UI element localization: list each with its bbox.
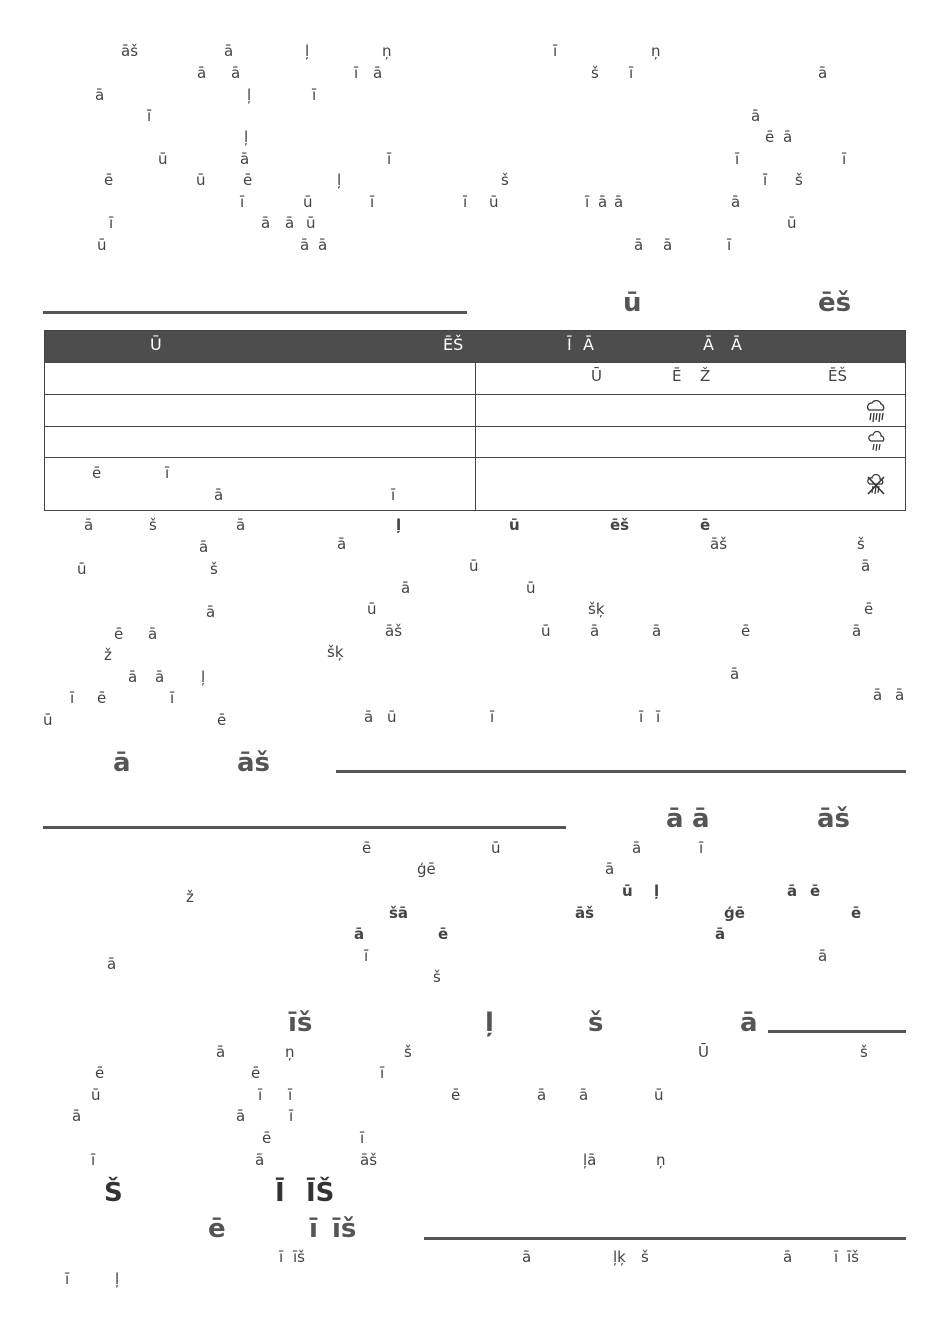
section-heading: ā [113, 748, 131, 778]
glyph: š [795, 171, 803, 189]
glyph: ū [489, 193, 499, 211]
section-heading: āš [817, 804, 851, 834]
glyph: ā [818, 64, 828, 82]
glyph: ū [654, 1086, 664, 1104]
section-heading: ā [692, 804, 710, 834]
glyph: ā [72, 1107, 82, 1125]
heading-rule [768, 1030, 906, 1033]
glyph: ē [243, 171, 253, 189]
glyph: ī [170, 689, 175, 707]
glyph: ļ [115, 1270, 120, 1288]
glyph: ļ [396, 516, 402, 534]
glyph: ļ [305, 42, 310, 60]
glyph: ā [255, 1151, 265, 1169]
glyph: ē [251, 1064, 261, 1082]
glyph: ī [70, 689, 75, 707]
glyph: ā [598, 193, 608, 211]
glyph: ā [652, 622, 662, 640]
glyph: ā [84, 516, 94, 534]
header-glyph: Ā [583, 335, 594, 354]
glyph: ņ [651, 42, 661, 60]
header-glyph: Ā [703, 335, 714, 354]
glyph: ī [727, 236, 732, 254]
cell-glyph: ī [165, 464, 170, 482]
glyph: ū [158, 150, 168, 168]
glyph: āš [710, 535, 728, 553]
glyph: ī [364, 947, 369, 965]
heading-rule [424, 1237, 906, 1240]
cell-glyph: ĒŠ [828, 367, 847, 385]
glyph: ā [818, 947, 828, 965]
glyph: ī [735, 150, 740, 168]
glyph: ā [873, 686, 883, 704]
glyph: ū [509, 516, 520, 534]
glyph: ā [373, 64, 383, 82]
heading-rule [43, 826, 566, 829]
glyph: ņ [382, 42, 392, 60]
section-heading: ĪŠ [306, 1178, 335, 1208]
glyph: ā [579, 1086, 589, 1104]
glyph: ā [783, 1248, 793, 1266]
glyph: ī [585, 193, 590, 211]
cell-glyph: Ū [591, 367, 602, 385]
glyph: ī [288, 1086, 293, 1104]
glyph: ļ [201, 668, 206, 686]
glyph: ē [97, 689, 107, 707]
glyph: ī [240, 193, 245, 211]
glyph: š [857, 535, 865, 553]
header-glyph: ĒŠ [443, 335, 464, 354]
glyph: ī [279, 1248, 284, 1266]
glyph: ū [43, 711, 53, 729]
glyph: š [433, 968, 441, 986]
glyph: ā [787, 882, 798, 900]
header-glyph: Ū [150, 335, 162, 354]
glyph: ī [699, 839, 704, 857]
glyph: š [210, 560, 218, 578]
section-heading: ēš [818, 288, 852, 318]
glyph: ā [128, 668, 138, 686]
glyph: ī [553, 42, 558, 60]
glyph: ī [109, 214, 114, 232]
glyph: ļ [654, 882, 660, 900]
cell-glyph: ē [92, 464, 102, 482]
glyph: ī [463, 193, 468, 211]
glyph: ā [261, 214, 271, 232]
glyph: ā [783, 128, 793, 146]
glyph: ī [65, 1270, 70, 1288]
glyph: ā [614, 193, 624, 211]
glyph: ā [364, 708, 374, 726]
glyph: ī [763, 171, 768, 189]
glyph: ļķ [613, 1248, 626, 1266]
glyph: ž [104, 646, 112, 664]
glyph: ā [895, 686, 905, 704]
glyph: ū [787, 214, 797, 232]
glyph: ē [114, 625, 124, 643]
glyph: ū [97, 236, 107, 254]
glyph: ē [851, 904, 862, 922]
glyph: ī [490, 708, 495, 726]
glyph: ī [842, 150, 847, 168]
section-heading: Š [104, 1178, 123, 1208]
glyph: ē [864, 600, 874, 618]
glyph: ā [224, 42, 234, 60]
glyph: ē [438, 925, 449, 943]
glyph: ā [354, 925, 365, 943]
glyph: ū [491, 839, 501, 857]
glyph: ā [95, 86, 105, 104]
section-heading: ū [623, 288, 642, 318]
glyph: ī [360, 1129, 365, 1147]
glyph: āš [385, 622, 403, 640]
glyph: ē [262, 1129, 272, 1147]
glyph: ā [199, 538, 209, 556]
glyph: ē [217, 711, 227, 729]
glyph: ā [107, 955, 117, 973]
glyph: ā [285, 214, 295, 232]
glyph: īš [847, 1248, 859, 1266]
glyph: š [149, 516, 157, 534]
table-row [45, 394, 905, 426]
glyph: ā [206, 603, 216, 621]
glyph: ū [91, 1086, 101, 1104]
section-heading: ā [740, 1008, 758, 1038]
glyph: ā [663, 236, 673, 254]
section-heading: ī [309, 1214, 318, 1244]
glyph: ū [387, 708, 397, 726]
glyph: ī [380, 1064, 385, 1082]
glyph: ā [632, 839, 642, 857]
glyph: ā [216, 1043, 226, 1061]
section-heading: ā [666, 804, 684, 834]
table-row [45, 426, 905, 457]
glyph: āš [121, 42, 139, 60]
header-glyph: Ā [731, 335, 742, 354]
glyph: š [404, 1043, 412, 1061]
glyph: ā [522, 1248, 532, 1266]
glyph: ī [289, 1107, 294, 1125]
glyph: ā [861, 557, 871, 575]
table-row [45, 457, 905, 511]
glyph: ā [715, 925, 726, 943]
glyph: ē [95, 1064, 105, 1082]
glyph: ī [370, 193, 375, 211]
no-precipitation-icon [865, 474, 887, 496]
glyph: ū [196, 171, 206, 189]
glyph: ā [401, 579, 411, 597]
heading-rule [43, 311, 467, 314]
glyph: šķ [327, 643, 344, 661]
heavy-rain-icon [863, 398, 889, 424]
cell-glyph: ā [214, 486, 224, 504]
glyph: ā [300, 236, 310, 254]
cell-glyph: Ž [700, 367, 711, 385]
glyph: ļā [583, 1151, 597, 1169]
heading-rule [336, 770, 906, 773]
glyph: ā [318, 236, 328, 254]
glyph: ēš [610, 516, 630, 534]
glyph: ī [656, 708, 661, 726]
glyph: ģē [417, 860, 436, 878]
glyph: š [591, 64, 599, 82]
section-heading: ļ [485, 1008, 494, 1038]
glyph: ū [306, 214, 316, 232]
glyph: ā [634, 236, 644, 254]
glyph: ī [91, 1151, 96, 1169]
header-glyph: Ī [567, 335, 572, 354]
glyph: ā [590, 622, 600, 640]
table-header [45, 331, 905, 362]
glyph: š [641, 1248, 649, 1266]
glyph: āš [360, 1151, 378, 1169]
section-heading: īš [332, 1214, 357, 1244]
glyph: ī [834, 1248, 839, 1266]
cell-glyph: ī [391, 486, 396, 504]
glyph: ē [810, 882, 821, 900]
glyph: ņ [656, 1151, 666, 1169]
glyph: ļ [337, 171, 342, 189]
glyph: ī [354, 64, 359, 82]
glyph: ē [700, 516, 711, 534]
glyph: ē [451, 1086, 461, 1104]
glyph: šķ [588, 600, 605, 618]
glyph: ū [622, 882, 633, 900]
glyph: ī [629, 64, 634, 82]
data-table [44, 330, 906, 511]
glyph: ā [236, 516, 246, 534]
glyph: ā [236, 1107, 246, 1125]
glyph: ā [240, 150, 250, 168]
glyph: ī [387, 150, 392, 168]
glyph: ū [526, 579, 536, 597]
glyph: ū [541, 622, 551, 640]
glyph: ļ [247, 86, 252, 104]
glyph: ā [148, 625, 158, 643]
glyph: ē [104, 171, 114, 189]
glyph: ē [741, 622, 751, 640]
glyph: ā [730, 665, 740, 683]
glyph: ū [303, 193, 313, 211]
glyph: ū [367, 600, 377, 618]
glyph: ņ [285, 1043, 295, 1061]
glyph: ā [155, 668, 165, 686]
glyph: ā [605, 860, 615, 878]
glyph: ā [751, 107, 761, 125]
section-heading: š [588, 1008, 604, 1038]
glyph: ļ [244, 128, 249, 146]
cell-glyph: Ē [672, 367, 682, 385]
glyph: ģē [724, 904, 745, 922]
glyph: ā [852, 622, 862, 640]
glyph: š [860, 1043, 868, 1061]
glyph: š [501, 171, 509, 189]
glyph: ī [312, 86, 317, 104]
glyph: ē [765, 128, 775, 146]
glyph: šā [389, 904, 409, 922]
glyph: ū [77, 560, 87, 578]
glyph: īš [293, 1248, 305, 1266]
glyph: ē [362, 839, 372, 857]
glyph: ī [147, 107, 152, 125]
table-row [45, 362, 905, 394]
glyph: ž [186, 888, 194, 906]
glyph: āš [575, 904, 595, 922]
glyph: ā [337, 535, 347, 553]
light-rain-icon [866, 431, 888, 453]
glyph: ī [258, 1086, 263, 1104]
section-heading: Ī [275, 1178, 285, 1208]
glyph: ā [537, 1086, 547, 1104]
glyph: ū [469, 557, 479, 575]
glyph: ā [731, 193, 741, 211]
section-heading: āš [237, 748, 271, 778]
section-heading: īš [288, 1008, 313, 1038]
glyph: Ū [698, 1043, 709, 1061]
glyph: ā [231, 64, 241, 82]
glyph: ā [197, 64, 207, 82]
glyph: ī [639, 708, 644, 726]
section-heading: ē [208, 1214, 226, 1244]
